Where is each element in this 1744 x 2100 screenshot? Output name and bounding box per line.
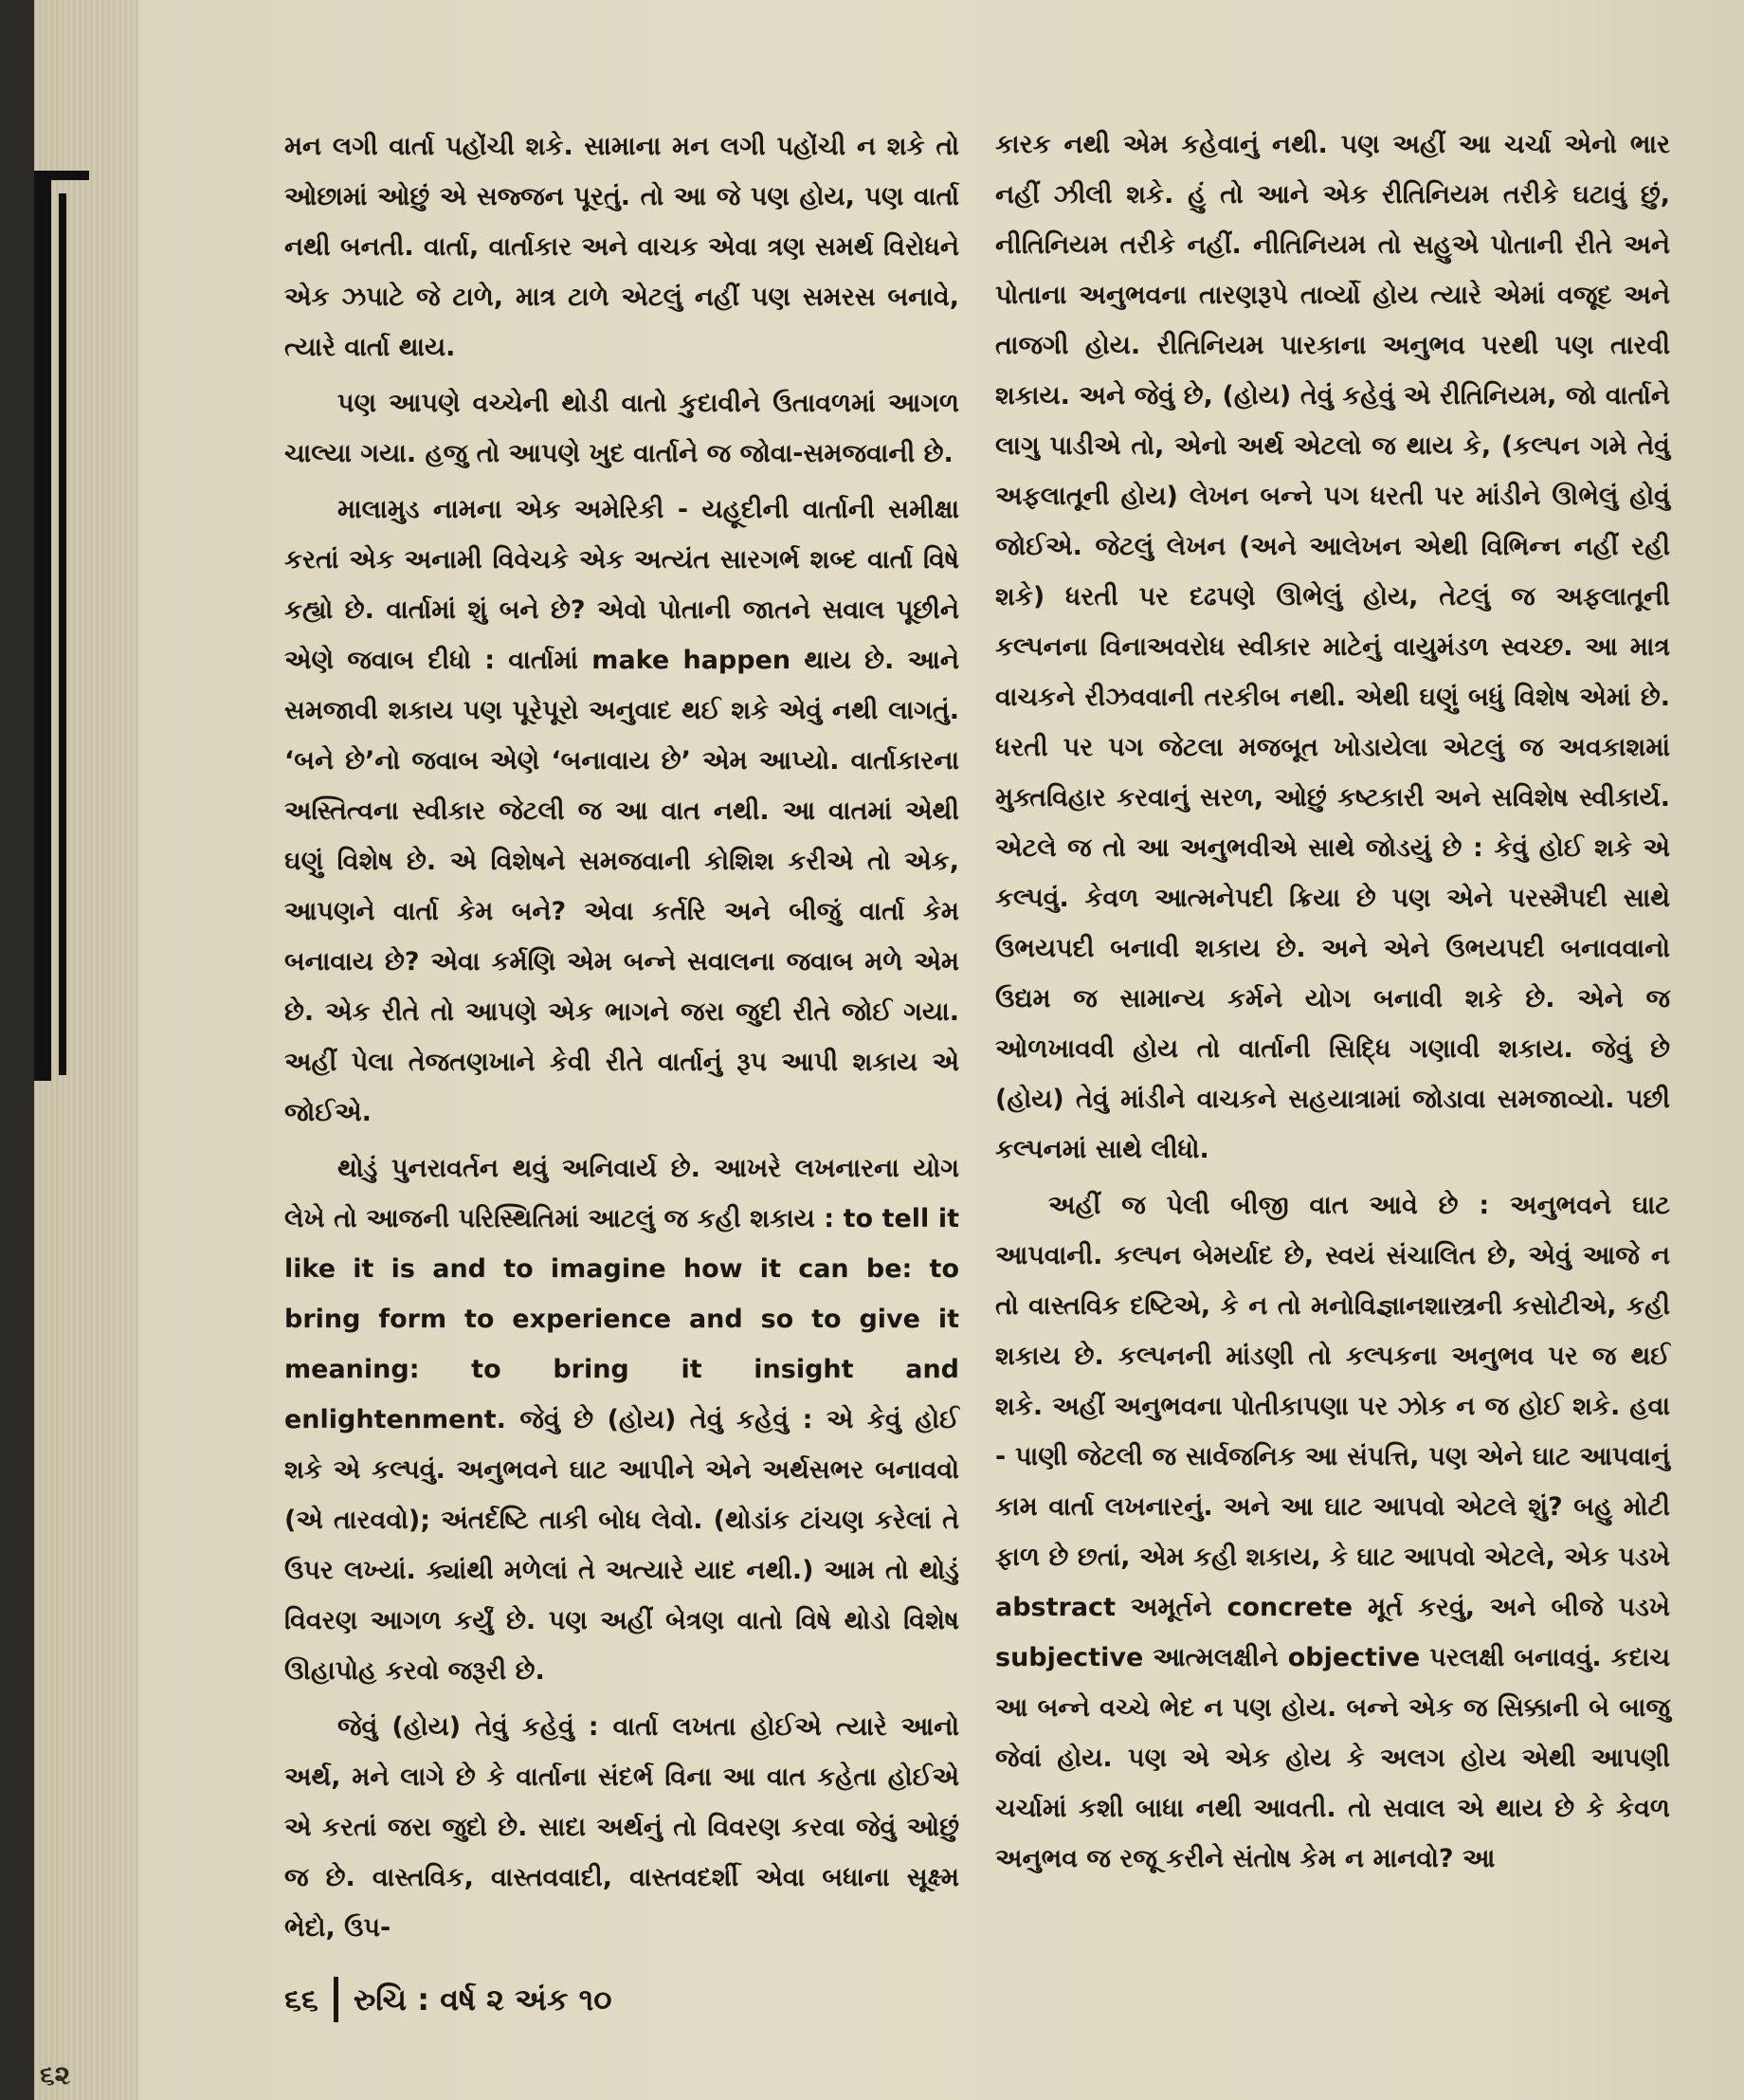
corner-page-number: ૬૨ [40,2059,71,2091]
footer-divider [334,1977,338,2022]
page-footer [284,1977,612,2022]
right-column [995,119,1670,1890]
paragraph: માલામુડ નામના એક અમેરિકી - યહૂદીની વાર્તાની સમીક્ષા કરતાં એક અનામી વિવેચકે એક અત્યંત સારગર્ભ શબ્દ વાર્તા વિષે કહ્યો છે. વાર્તામાં શું બને છે? એવો પોતાની જાતને સવાલ પૂછીને એણે જવાબ દીધો : વાર્તામાં make happen થાય છે. આને સમજાવી શકાય પણ પૂરેપૂરો અનુવાદ થઈ શકે એવું નથી લાગતું. ‘બને છે’નો જવાબ એણે ‘બનાવાય છે’ એમ આપ્યો. વાર્તાકારના અસ્તિત્વના સ્વીકાર જેટલી જ આ વાત નથી. આ વાતમાં એથી ઘણું વિશેષ છે. એ વિશેષને સમજવાની કોશિશ કરીએ તો એક, આપણને વાર્તા કેમ બને? એવા કર્તરિ અને બીજું વાર્તા કેમ બનાવાય છે? એવા કર્મણિ એમ બન્ને સવાલના જવાબ મળે એમ છે. એક રીતે તો આપણે એક ભાગને જરા જુદી રીતે જોઈ ગયા. અહીં પેલા તેજતણખાને કેવી રીતે વાર્તાનું રૂપ આપી શકાય એ જોઈએ. [284,495,959,1127]
paragraph: અહીં જ પેલી બીજી વાત આવે છે : અનુભવને ઘાટ આપવાની. કલ્પન બેમર્યાદ છે, સ્વયં સંચાલિત છે, એવું આજે ન તો વાસ્તવિક દષ્ટિએ, કે ન તો મનોવિજ્ઞાનશાસ્ત્રની કસોટીએ, કહી શકાય છે. કલ્પનની માંડણી તો કલ્પકના અનુભવ પર જ થઈ શકે. અહીં અનુભવના પોતીકાપણા પર ઝોક ન જ હોઈ શકે. હવા - પાણી જેટલી જ સાર્વજનિક આ સંપત્તિ, પણ એને ઘાટ આપવાનું કામ વાર્તા લખનારનું. અને આ ઘાટ આપવો એટલે શું? બહુ મોટી ફાળ છે છતાં, એમ કહી શકાય, કે ઘાટ આપવો એટલે, એક પડખે abstract અમૂર્તને concrete મૂર્ત કરવું, અને બીજે પડખે subjective આત્મલક્ષીને objective પરલક્ષી બનાવવું. કદાચ આ બન્ને વચ્ચે ભેદ ન પણ હોય. બન્ને એક જ સિક્કાની બે બાજુ જેવાં હોય. પણ એ એક હોય કે અલગ હોય એથી આપણી ચર્ચામાં કશી બાધા નથી આવતી. તો સવાલ એ થાય છે કે કેવળ અનુભવ જ રજૂ કરીને સંતોષ કેમ ન માનવો? આ [995,1191,1670,1873]
magazine-issue: રુચિ : વર્ષ ૨ અંક ૧૦ [353,1981,612,2018]
margin-mark [34,171,89,1081]
paragraph: મન લગી વાર્તા પહોંચી શકે. સામાના મન લગી પહોંચી ન શકે તો ઓછામાં ઓછું એ સજ્જન પૂરતું. તો આ જે પણ હોય, પણ વાર્તા નથી બનતી. વાર્તા, વાર્તાકાર અને વાચક એવા ત્રણ સમર્થ વિરોધને એક ઝપાટે જે ટાળે, માત્ર ટાળે એટલું નહીં પણ સમરસ બનાવે, ત્યારે વાર્તા થાય. [284,132,959,362]
paragraph: કારક નથી એમ કહેવાનું નથી. પણ અહીં આ ચર્ચા એનો ભાર નહીં ઝીલી શકે. હું તો આને એક રીતિનિયમ તરીકે ઘટાવું છું, નીતિનિયમ તરીકે નહીં. નીતિનિયમ તો સહુએ પોતાની રીતે અને પોતાના અનુભવના તારણરૂપે તાર્વ્યો હોય ત્યારે એમાં વજૂદ અને તાજગી હોય. રીતિનિયમ પારકાના અનુભવ પરથી પણ તારવી શકાય. અને જેવું છે, (હોય) તેવું કહેવું એ રીતિનિયમ, જો વાર્તાને લાગુ પાડીએ તો, એનો અર્થ એટલો જ થાય કે, (કલ્પન ગમે તેવું અફલાતૂની હોય) લેખન બન્ને પગ ધરતી પર માંડીને ઊભેલું હોવું જોઈએ. જેટલું લેખન (અને આલેખન એથી વિભિન્ન નહીં રહી શકે) ધરતી પર દઢપણે ઊભેલું હોય, તેટલું જ અફલાતૂની કલ્પનના વિનાઅવરોધ સ્વીકાર માટેનું વાયુમંડળ સ્વચ્છ. આ માત્ર વાચકને રીઝવવાની તરકીબ નથી. એથી ઘણું બધું વિશેષ એમાં છે. ધરતી પર પગ જેટલા મજબૂત ખોડાયેલા એટલું જ અવકાશમાં મુક્તવિહાર કરવાનું સરળ, ઓછું કષ્ટકારી અને સવિશેષ સ્વીકાર્ય. એટલે જ તો આ અનુભવીએ સાથે જોડયું છે : કેવું હોઈ શકે એ કલ્પવું. કેવળ આત્મનેપદી ક્રિયા છે પણ એને પરસ્મૈપદી સાથે ઉભયપદી બનાવી શકાય છે. અને એને ઉભયપદી બનાવવાનો ઉદ્યમ જ સામાન્ય કર્મને યોગ બનાવી શકે છે. એને જ ઓળખાવવી હોય તો વાર્તાની સિદ્ધિ ગણાવી શકાય. જેવું છે (હોય) તેવું માંડીને વાચકને સહયાત્રામાં જોડાવા સમજાવ્યો. પછી કલ્પનમાં સાથે લીધો. [995,130,1670,1164]
paragraph: થોડું પુનરાવર્તન થવું અનિવાર્ય છે. આખરે લખનારના યોગ લેખે તો આજની પરિસ્થિતિમાં આટલું જ કહી શકાય : to tell it like it is and to imagine how it can be: to bring form to experience and so to give it meaning: to bring it insight and enlightenment. જેવું છે (હોય) તેવું કહેવું : એ કેવું હોઈ શકે એ કલ્પવું. અનુભવને ઘાટ આપીને એને અર્થસભર બનાવવો (એ તારવવો); અંતર્દષ્ટિ તાકી બોધ લેવો. (થોડાંક ટાંચણ કરેલાં તે ઉપર લખ્યાં. ક્યાંથી મળેલાં તે અત્યારે યાદ નથી.) આમ તો થોડું વિવરણ આગળ કર્યું છે. પણ અહીં બેત્રણ વાતો વિષે થોડો વિશેષ ઊહાપોહ કરવો જરૂરી છે. [284,1154,959,1686]
paragraph: જેવું (હોય) તેવું કહેવું : વાર્તા લખતા હોઈએ ત્યારે આનો અર્થ, મને લાગે છે કે વાર્તાના સંદર્ભ વિના આ વાત કહેતા હોઈએ એ કરતાં જરા જુદો છે. સાદા અર્થનું તો વિવરણ કરવા જેવું ઓછું જ છે. વાસ્તવિક, વાસ્તવવાદી, વાસ્તવદર્શી એવા બધાના સૂક્ષ્મ ભેદો, ઉપ- [284,1712,959,1943]
paragraph: પણ આપણે વચ્ચેની થોડી વાતો કુદાવીને ઉતાવળમાં આગળ ચાલ્યા ગયા. હજુ તો આપણે ખુદ વાર્તાને જ જોવા-સમજવાની છે. [284,389,959,468]
page-number: ૬૬ [284,1981,318,2018]
left-column [284,121,959,1959]
